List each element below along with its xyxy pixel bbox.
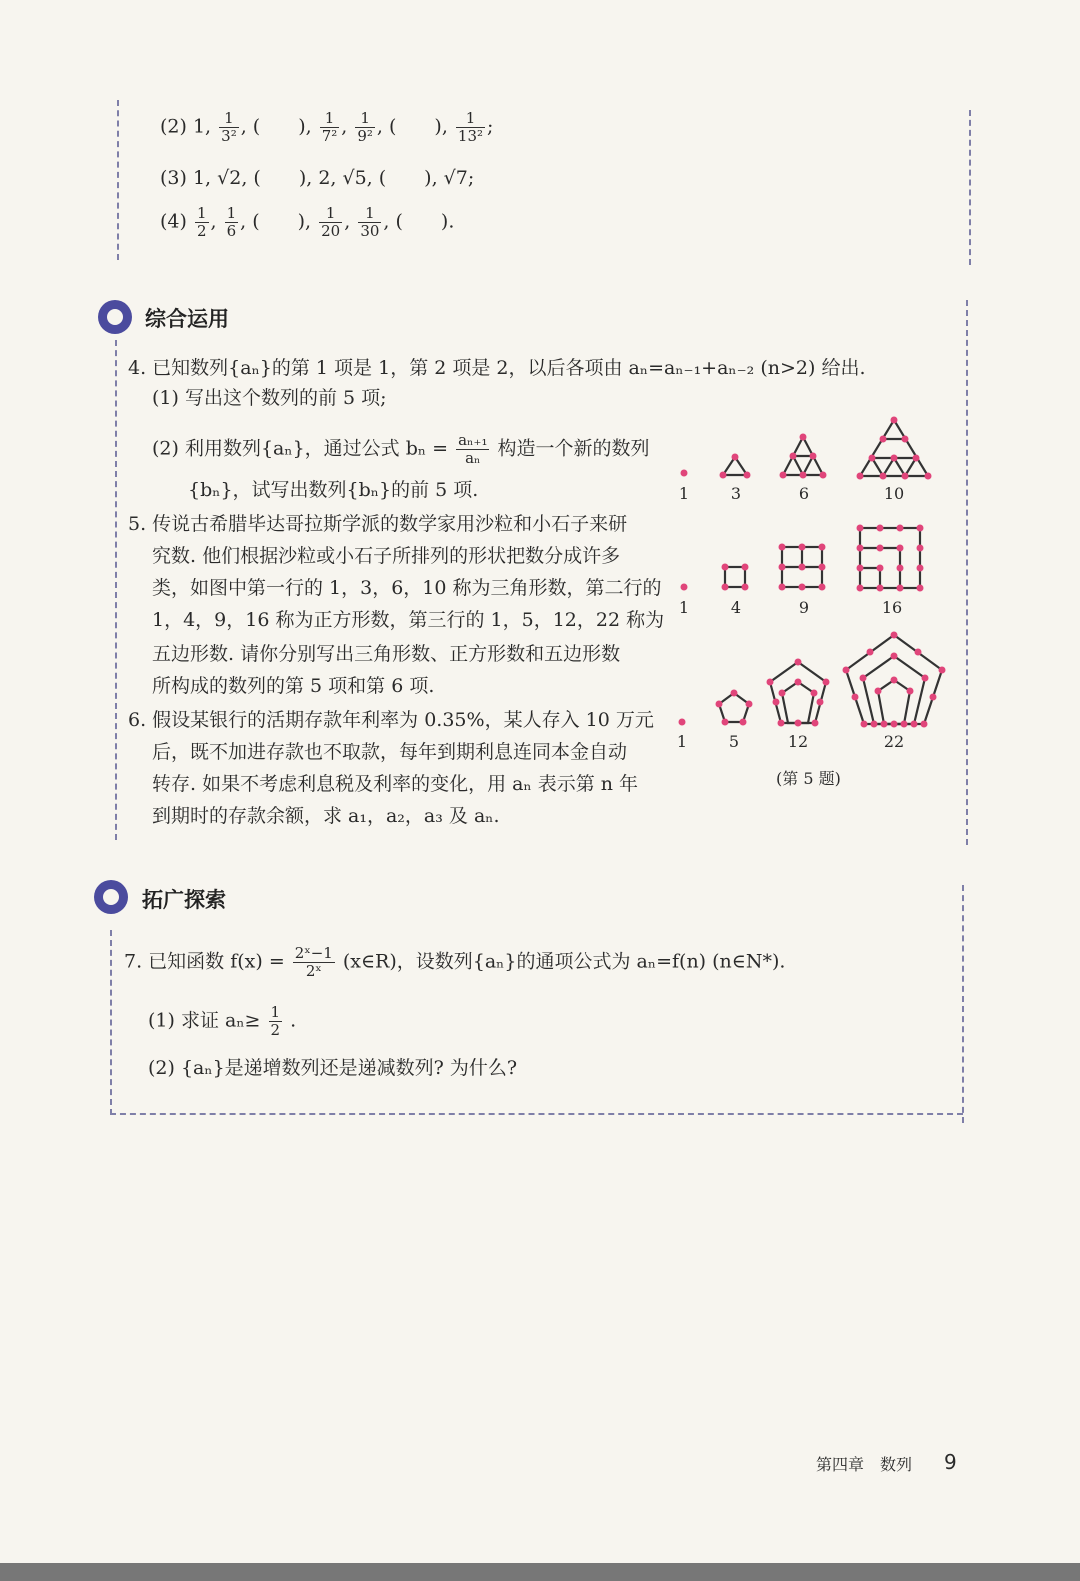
sq-label-0: 1: [678, 598, 690, 617]
frac-1-6: $\frac{1}{6}$: [226, 204, 237, 240]
chapter-footer: 第四章 数列: [816, 1455, 913, 1474]
frac-1-9sq: $\frac{1}{\text{9²}}$: [357, 109, 373, 145]
item-2-text: 1,: [192, 115, 212, 138]
q5-line-5: 所构成的数列的第 5 项和第 6 项.: [152, 675, 435, 697]
section-icon: [98, 300, 132, 334]
page-number: 9: [944, 1450, 957, 1474]
q6-line-1: 后，既不加进存款也不取款，每年到期利息连同本金自动: [152, 741, 628, 763]
q5-line-1: 究数. 他们根据沙粒或小石子所排列的形状把数分成许多: [152, 545, 621, 567]
q7-line1: [124, 945, 785, 980]
tri-label-2: 6: [798, 484, 810, 503]
q6-line-2: 转存. 如果不考虑利息税及利率的变化，用 aₙ 表示第 n 年: [152, 773, 639, 795]
pentagon-5: [719, 693, 749, 722]
section-icon-2: [94, 880, 128, 914]
figure-caption: (第 5 题): [776, 769, 841, 788]
frac-1-3sq: $\frac{1}{\text{3²}}$: [221, 109, 237, 145]
pent-label-0: 1: [676, 732, 688, 751]
q4-fraction: [456, 432, 489, 467]
q4-frac-num: aₙ₊₁: [458, 431, 488, 449]
q4-line3b: 构造一个新的数列: [497, 437, 650, 460]
q7-half-den: 2: [270, 1021, 281, 1039]
square-4: [725, 567, 745, 587]
item-3: [160, 163, 474, 193]
q7-line3: (2) {aₙ}是递增数列还是递减数列? 为什么?: [148, 1057, 518, 1079]
item-3-label: (3): [160, 167, 187, 189]
q7-fraction: [293, 945, 335, 980]
item-2-label: (2): [160, 115, 187, 138]
q5-line-2: 类，如图中第一行的 1，3，6，10 称为三角形数，第二行的: [152, 577, 662, 599]
q7-line1b: (x∈R)，设数列{aₙ}的通项公式为 aₙ=f(n) (n∈N*).: [342, 950, 786, 973]
q6-line-3: 到期时的存款余额，求 a₁，a₂，a₃ 及 aₙ.: [152, 805, 500, 827]
item-4: (4) $\frac{1}{2}$ , $\frac{1}{6}$ , ( ), $\frac{1}{20}$ , $\frac{1}{30}$ , ( ).: [160, 204, 455, 240]
q4-line4: {bₙ}，试写出数列{bₙ}的前 5 项.: [188, 479, 479, 501]
pent-label-2: 12: [787, 732, 809, 751]
frac-1-30: $\frac{1}{30}$: [360, 204, 380, 240]
q7-half-num: 1: [270, 1003, 281, 1021]
q7-line2b: .: [290, 1009, 297, 1032]
frame-bottom-line: [110, 1113, 963, 1115]
frame-right-top: [969, 110, 971, 265]
q7-half: [269, 1004, 283, 1039]
q4-frac-den: aₙ: [465, 449, 481, 467]
pent-label-1: 5: [728, 732, 740, 751]
q7-frac-num: 2ˣ−1: [294, 944, 333, 962]
bottom-strip: [0, 1563, 1080, 1581]
item-3-text: 1, √2, ( ), 2, √5, ( ), √7;: [192, 167, 475, 189]
q5-line-0: 5. 传说古希腊毕达哥拉斯学派的数学家用沙粒和小石子来研: [128, 513, 628, 535]
section-title-2: 拓广探索: [142, 888, 226, 912]
q4-line2: (1) 写出这个数列的前 5 项;: [152, 387, 387, 409]
triangle-10: [860, 420, 928, 476]
figure-lines: [719, 420, 942, 724]
q4-line3: [152, 432, 650, 467]
pentagon-12: [770, 662, 826, 723]
q6-line-0: 6. 假设某银行的活期存款年利率为 0.35%，某人存入 10 万元: [128, 709, 654, 731]
frac-1-2: $\frac{1}{2}$: [196, 204, 207, 240]
tri-label-0: 1: [678, 484, 690, 503]
frac-1-7sq: $\frac{1}{\text{7²}}$: [321, 109, 338, 145]
item-2: (2) 1, $\frac{1}{\text{3²}}$ , ( ), $\frac{1}{\text{7²}}$ , $\frac{1}{\text{9²}}$ , ( ), $\frac{1}{\text{13²}}$ ;: [160, 109, 494, 145]
tri-label-3: 10: [883, 484, 905, 503]
frame-left-bottom: [110, 930, 112, 1115]
frac-1-13sq: $\frac{1}{\text{13²}}$: [457, 109, 484, 145]
frame-right-bottom: [962, 885, 964, 1123]
square-16: [860, 528, 920, 588]
q7-line2a: (1) 求证 aₙ≥: [148, 1009, 261, 1032]
q4-line3a: (2) 利用数列{aₙ}，通过公式 bₙ =: [152, 437, 449, 460]
sq-label-1: 4: [730, 598, 742, 617]
q5-line-4: 五边形数. 请你分别写出三角形数、正方形数和五边形数: [152, 643, 621, 665]
q4-line1: 4. 已知数列{aₙ}的第 1 项是 1，第 2 项是 2，以后各项由 aₙ=aₙ₋₁+aₙ₋₂ (n>2) 给出.: [128, 357, 866, 379]
q7-frac-den: 2ˣ: [305, 962, 322, 980]
tri-label-1: 3: [730, 484, 742, 503]
item-4-label: (4): [160, 210, 187, 233]
frame-right-mid: [966, 300, 968, 845]
frame-left-mid: [115, 340, 117, 840]
pent-label-3: 22: [883, 732, 905, 751]
sq-label-2: 9: [798, 598, 810, 617]
figure-dots: [679, 417, 946, 728]
section-title-1: 综合运用: [145, 307, 229, 331]
sq-label-3: 16: [881, 598, 903, 617]
frac-1-20: $\frac{1}{20}$: [321, 204, 341, 240]
frame-left-top: [117, 100, 119, 260]
q5-line-3: 1，4，9，16 称为正方形数，第三行的 1，5，12，22 称为: [152, 609, 665, 631]
q7-line1a: 7. 已知函数 f(x) =: [124, 950, 285, 973]
q7-line2: [148, 1004, 296, 1039]
